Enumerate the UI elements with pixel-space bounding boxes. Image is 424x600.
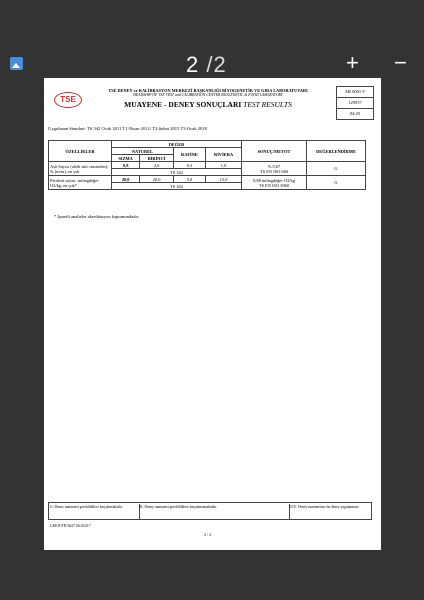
row-birinci: 2,0 [140,162,173,169]
accreditation-note: * İşaretli analizler akreditasyon kapsamındadır. [54,214,140,219]
row-property: Peroksit sayısı, miliegdeğer O2/kg, en çok* [49,176,112,190]
row-rafine: 0,3 [173,162,205,169]
page-indicator [186,52,227,78]
page-separator: / [206,52,214,77]
legend-g: G: Deney numunesi gerekliliklere karşılamaktadır. [49,504,140,519]
table-row [49,162,366,169]
results-table [48,140,366,190]
form-number: LAB-D-FR-36/27.06.2024-7 [50,524,91,528]
result-value: % 0,67 [267,163,281,169]
row-riviera: 1,0 [206,162,242,169]
header-properties: ÖZELLİKLER [49,141,112,162]
footer-legend [48,502,372,520]
current-page: 2 [186,52,200,77]
zoom-out-button[interactable]: − [394,50,407,75]
table-row [49,176,366,183]
title-tr: MUAYENE - DENEY SONUÇLARI [124,100,242,109]
header-value: DEĞER [112,141,242,148]
row-result [242,162,307,176]
code-accreditation: AB 0001-T [337,87,373,98]
header-riviera: RİVİERA [206,148,242,162]
header-eval: DEĞERLENDİRME [307,141,366,162]
total-pages: 2 [213,52,227,77]
result-method: TS EN ISO 3960 [258,182,290,188]
header-result: SONUÇ/METOT [242,141,307,162]
row-result [242,176,307,190]
title-en: TEST RESULTS [243,100,292,109]
row-riviera: 15,0 [206,176,242,183]
page-title [88,100,328,109]
result-method: TS EN ISO 660 [260,168,288,174]
document-page [44,78,381,550]
header-birinci: BİRİNCİ [140,155,173,162]
page-number: 2 / 2 [204,532,212,537]
header-rafine: RAFİNE [173,148,205,162]
zoom-in-button[interactable]: + [346,50,359,75]
org-name: TSE DENEY ve KALİBRASYON MERKEZİ BAŞKANLIĞI BİYOGENETİK VE GIDA LABORATUVARI [108,88,308,93]
viewer-toolbar [0,0,424,30]
code-report-no: 129937 [337,98,373,109]
tse-logo: TSE [54,92,82,108]
result-value: 0,88 miliegdeğer O2/kg [253,177,295,183]
row-property: Asit Sayısı (oleik asit cinsinden); % (m/m), en çok [49,162,112,176]
code-date: 04-25 [349,111,361,116]
row-standard: TS 342 [112,169,242,176]
org-name-en: HEADSHIP OF TSE TEST and CALIBRATION CENTER BIOGENETIC & FOOD LABORATORY [133,93,283,97]
row-sizma: 20,0 [112,176,140,183]
legend-nu: N/U: Deney numunesine bu deney uygulanmaz. [290,505,360,509]
row-sizma: 0,8 [112,162,140,169]
row-birinci: 20,0 [140,176,173,183]
row-eval: G [307,176,366,190]
row-standard: TS 342 [112,183,242,190]
legend-k: K: Deney numunesi gerekliliklere karşılamamaktadır. [139,504,290,519]
header-sizma: SIZMA [112,155,140,162]
applied-standard: Uygulanan Standart: TS 342 Ocak 2011 T1:Nisan 2012/ T2:Şubat 2015 T3:Ocak 2018 [48,126,207,131]
row-rafine: 5,0 [173,176,205,183]
code-box [336,86,374,120]
image-icon[interactable] [10,57,23,70]
row-eval: G [307,162,366,176]
header-natural: NATUREL [112,148,174,155]
